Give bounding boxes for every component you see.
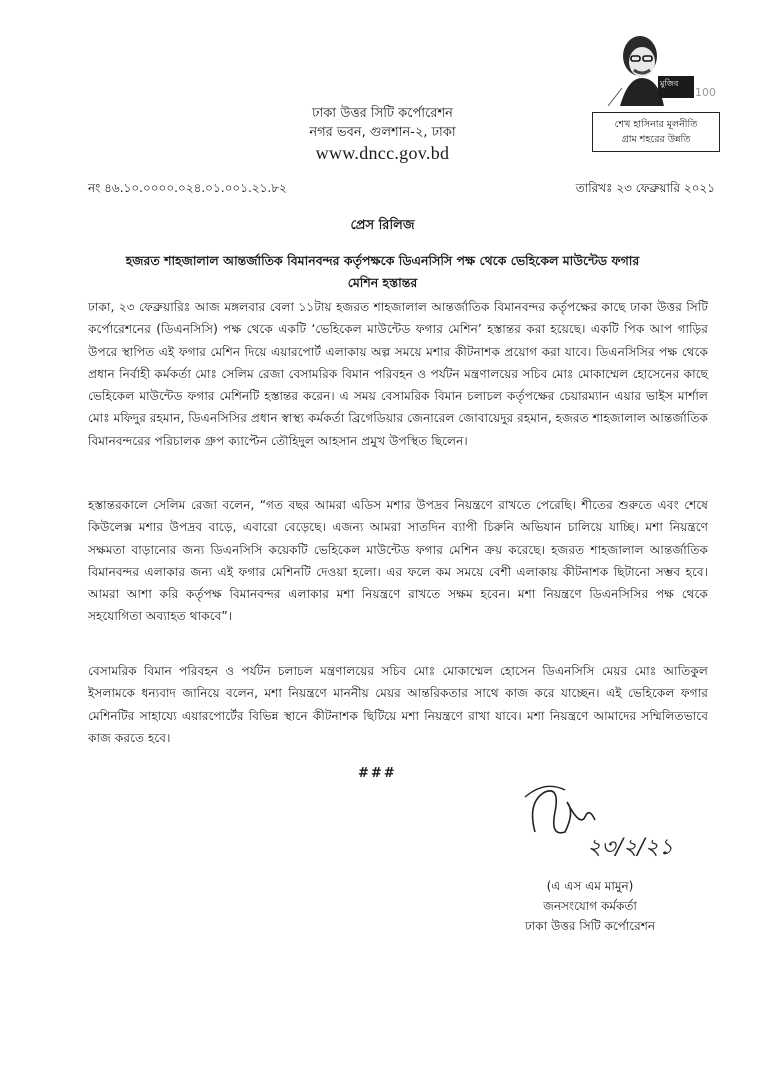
signatory-designation: জনসংযোগ কর্মকর্তা [543,899,637,913]
body-paragraph-1: ঢাকা, ২৩ ফেব্রুয়ারিঃ আজ মঙ্গলবার বেলা ১১টায় হজরত শাহজালাল আন্তর্জাতিক বিমানবন্দর কর্তৃপক্ষের কাছে ঢাকা উত্তর সিটি কর্পোরেশনের (ডিএনসিসি) পক্ষ থেকে একটি ‘ভেহিকেল মাউন্টেড ফগার মেশিন’ হস্তান্তর করা হয়েছে। একটি পিক আপ গাড়ির উপরে স্থাপিত এই ফগার মেশিন দিয়ে এয়ারপোর্ট এলাকায় অল্প সময়ে মশার কীটনাশক প্রয়োগ করা যাবে। ডিএনসিসির পক্ষ থেকে প্রধান নির্বাহী কর্মকর্তা মোঃ সেলিম রেজা বেসামরিক বিমান পরিবহন ও পর্যটন মন্ত্রণালয়ের সচিব মোঃ মোকাম্মেল হোসেনের কাছে ভেহিকেল মাউন্টেড ফগার মেশিনটি হস্তান্তর করেন। এ সময় বেসামরিক বিমান চলাচল কর্তৃপক্ষের চেয়ারম্যান এয়ার ভাইস মার্শাল মোঃ মফিদুর রহমান, ডিএনসিসির প্রধান স্বাস্থ্য কর্মকর্তা ব্রিগেডিয়ার জেনারেল জোবায়েদুর রহমান, হজরত শাহজালাল আন্তর্জাতিক বিমানবন্দরের পরিচালক গ্রুপ ক্যাপ্টেন তৌহিদুল আহসান প্রমুখ উপস্থিত ছিলেন। [88,300,708,448]
memo-date: তারিখঃ ২৩ ফেব্রুয়ারি ২০২১ [575,181,715,195]
organization-website: www.dncc.gov.bd [315,143,450,163]
headline-line-1: হজরত শাহজালাল আন্তর্জাতিক বিমানবন্দর কর্তৃপক্ষকে ডিএনসিসি পক্ষ থেকে ভেহিকেল মাউন্টেড ফগার [125,253,640,268]
headline [70,250,695,294]
end-mark: ### [358,766,397,781]
memo-number: নং ৪৬.১০.০০০০.০২৪.০১.০০১.২১.৮২ [88,181,287,195]
body-paragraph-3: বেসামরিক বিমান পরিবহন ও পর্যটন চলাচল মন্ত্রণালয়ের সচিব মোঃ মোকাম্মেল হোসেন ডিএনসিসি মেয়র মোঃ আতিকুল ইসলামকে ধন্যবাদ জানিয়ে বলেন, মশা নিয়ন্ত্রণে মাননীয় মেয়র আন্তরিকতার সাথে কাজ করে যাচ্ছেন। এই ভেহিকেল ফগার মেশিনটির সাহায্যে এয়ারপোর্টের বিভিন্ন স্থানে কীটনাশক ছিটিয়ে মশা নিয়ন্ত্রণে রাখা যাবে। মশা নিয়ন্ত্রণে আমাদের সম্মিলিতভাবে কাজ করতে হবে। [88,664,708,745]
motto-line-1: শেখ হাসিনার মূলনীতি [614,119,698,130]
signature-icon [505,772,675,867]
motto-box [592,112,720,152]
organization-address: নগর ভবন, গুলশান-২, ঢাকা [309,125,456,140]
svg-text:100: 100 [695,86,716,99]
press-release-title: প্রেস রিলিজ [350,218,415,233]
headline-line-2: মেশিন হস্তান্তর [347,275,418,290]
badge-text: মুজিব [660,79,679,88]
signature-block [470,876,710,936]
mujib-portrait-icon [598,26,718,106]
signatory-name: (এ এস এম মামুন) [546,879,634,893]
signatory-organization: ঢাকা উত্তর সিটি কর্পোরেশন [525,919,655,933]
body-paragraph-2: হস্তান্তরকালে সেলিম রেজা বলেন, “গত বছর আমরা এডিস মশার উপদ্রব নিয়ন্ত্রণে রাখতে পেরেছি। শীতের শুরুতে এবং শেষে কিউলেক্স মশার উপদ্রব বাড়ে, এবারো বেড়েছে। এজন্য আমরা সাতদিন ব্যাপী চিরুনি অভিযান চালিয়ে যাচ্ছি। মশা নিয়ন্ত্রণে সক্ষমতা বাড়ানোর জন্য ডিএনসিসি কয়েকটি ভেহিকেল মাউন্টেড ফগার মেশিন ক্রয় করেছে। হজরত শাহজালাল আন্তর্জাতিক বিমানবন্দর এলাকার জন্য এই ফগার মেশিনটি দেওয়া হলো। এর ফলে কম সময়ে বেশী এলাকায় কীটনাশক ছিটানো সম্ভব হবে। আমরা আশা করি কর্তৃপক্ষ বিমানবন্দর এলাকার মশা নিয়ন্ত্রণে রাখতে সক্ষম হবেন। মশা নিয়ন্ত্রণে ডিএনসিসির পক্ষ থেকে সহযোগিতা অব্যাহত থাকবে”। [88,498,708,624]
motto-line-2: গ্রাম শহরের উন্নতি [621,134,691,145]
signature-date: ২৩/২/২১ [587,835,674,860]
organization-name: ঢাকা উত্তর সিটি কর্পোরেশন [312,106,453,121]
